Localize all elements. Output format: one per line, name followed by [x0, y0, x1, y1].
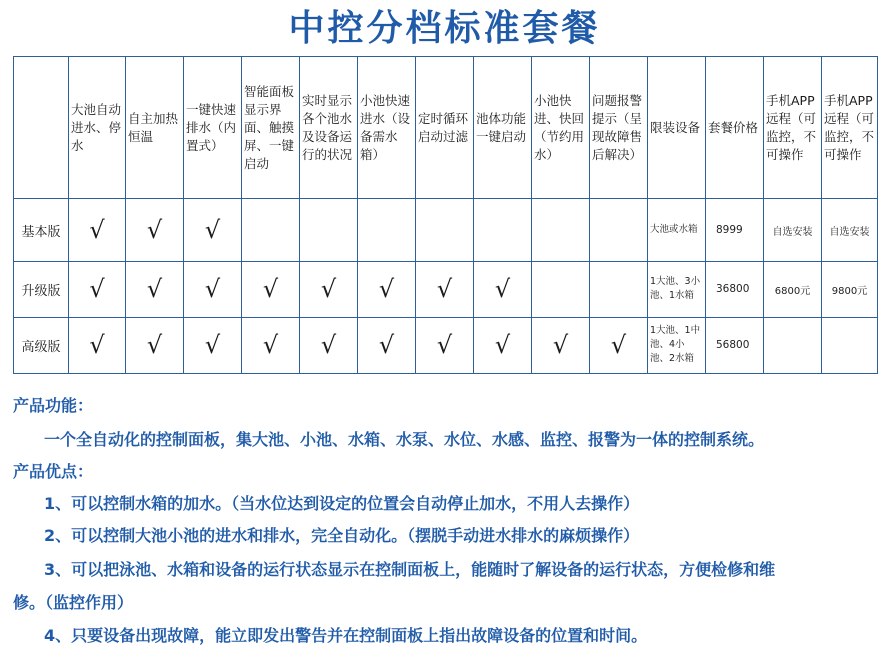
- check-cell: [300, 199, 358, 261]
- tier-label: 升级版: [14, 261, 69, 317]
- check-cell: √: [242, 317, 300, 373]
- check-cell: √: [416, 317, 474, 373]
- table-header-row: [14, 57, 878, 199]
- check-cell: √: [126, 317, 184, 373]
- header-cell: 套餐价格: [706, 57, 764, 199]
- features-heading: 产品功能：: [13, 396, 94, 415]
- header-cell: 一键快速排水（内置式）: [184, 57, 242, 199]
- check-cell: √: [69, 261, 126, 317]
- app-control-cell: 9800元: [822, 261, 878, 317]
- check-cell: [590, 261, 648, 317]
- price-cell: 36800: [706, 261, 764, 317]
- page-title: 中控分档标准套餐: [288, 8, 601, 49]
- features-text: 一个全自动化的控制面板，集大池、小池、水箱、水泵、水位、水感、监控、报警为一体的控制系统。: [44, 430, 765, 449]
- equipment-cell: 1大池、3小池、1水箱: [648, 261, 706, 317]
- package-table: [13, 56, 878, 374]
- header-cell: 限装设备: [648, 57, 706, 199]
- app-control-cell: [822, 317, 878, 373]
- check-cell: √: [358, 261, 416, 317]
- check-cell: √: [126, 261, 184, 317]
- advantage-item: 4、只要设备出现故障，能立即发出警告并在控制面板上指出故障设备的位置和时间。: [44, 626, 648, 645]
- advantage-item: 1、可以控制水箱的加水。（当水位达到设定的位置会自动停止加水，不用人去操作）: [44, 494, 640, 513]
- check-cell: √: [69, 317, 126, 373]
- check-cell: [532, 261, 590, 317]
- check-cell: √: [358, 317, 416, 373]
- table-row: [14, 317, 878, 373]
- check-cell: √: [590, 317, 648, 373]
- check-cell: √: [184, 199, 242, 261]
- advantage-item: 修。（监控作用）: [13, 593, 134, 612]
- header-cell: 定时循环启动过滤: [416, 57, 474, 199]
- check-cell: √: [242, 261, 300, 317]
- check-cell: √: [416, 261, 474, 317]
- equipment-cell: 1大池、1中池、4小池、2水箱: [648, 317, 706, 373]
- check-cell: √: [474, 317, 532, 373]
- check-cell: √: [184, 261, 242, 317]
- check-cell: [358, 199, 416, 261]
- header-cell: 自主加热恒温: [126, 57, 184, 199]
- app-monitor-cell: [764, 317, 822, 373]
- check-cell: √: [532, 317, 590, 373]
- app-monitor-cell: 6800元: [764, 261, 822, 317]
- tier-label: 基本版: [14, 199, 69, 261]
- app-monitor-cell: 自选安装: [764, 199, 822, 261]
- table-row: [14, 199, 878, 261]
- table-row: [14, 261, 878, 317]
- check-cell: [590, 199, 648, 261]
- check-cell: √: [300, 317, 358, 373]
- header-cell: 手机APP远程（可监控，不可操作: [764, 57, 822, 199]
- check-cell: [242, 199, 300, 261]
- header-cell: 池体功能一键启动: [474, 57, 532, 199]
- check-cell: [532, 199, 590, 261]
- check-cell: √: [126, 199, 184, 261]
- header-cell: 实时显示各个池水及设备运行的状况: [300, 57, 358, 199]
- tier-label: 高级版: [14, 317, 69, 373]
- check-cell: √: [69, 199, 126, 261]
- advantages-heading: 产品优点：: [13, 462, 94, 481]
- header-cell: 小池快进、快回（节约用水）: [532, 57, 590, 199]
- check-cell: [416, 199, 474, 261]
- equipment-cell: 大池或水箱: [648, 199, 706, 261]
- check-cell: √: [184, 317, 242, 373]
- check-cell: √: [300, 261, 358, 317]
- price-cell: 8999: [706, 199, 764, 261]
- app-control-cell: 自选安装: [822, 199, 878, 261]
- price-cell: 56800: [706, 317, 764, 373]
- advantage-item: 2、可以控制大池小池的进水和排水，完全自动化。（摆脱手动进水排水的麻烦操作）: [44, 526, 640, 545]
- header-cell: 智能面板显示界面、触摸屏、一键启动: [242, 57, 300, 199]
- header-cell: 大池自动进水、停水: [69, 57, 126, 199]
- header-cell: 小池快速进水（设备需水箱）: [358, 57, 416, 199]
- header-cell: [14, 57, 69, 199]
- header-cell: 手机APP远程（可监控，不可操作: [822, 57, 878, 199]
- check-cell: [474, 199, 532, 261]
- header-cell: 问题报警提示（呈现故障售后解决）: [590, 57, 648, 199]
- check-cell: √: [474, 261, 532, 317]
- advantage-item: 3、可以把泳池、水箱和设备的运行状态显示在控制面板上，能随时了解设备的运行状态，方便检修和维: [44, 560, 776, 579]
